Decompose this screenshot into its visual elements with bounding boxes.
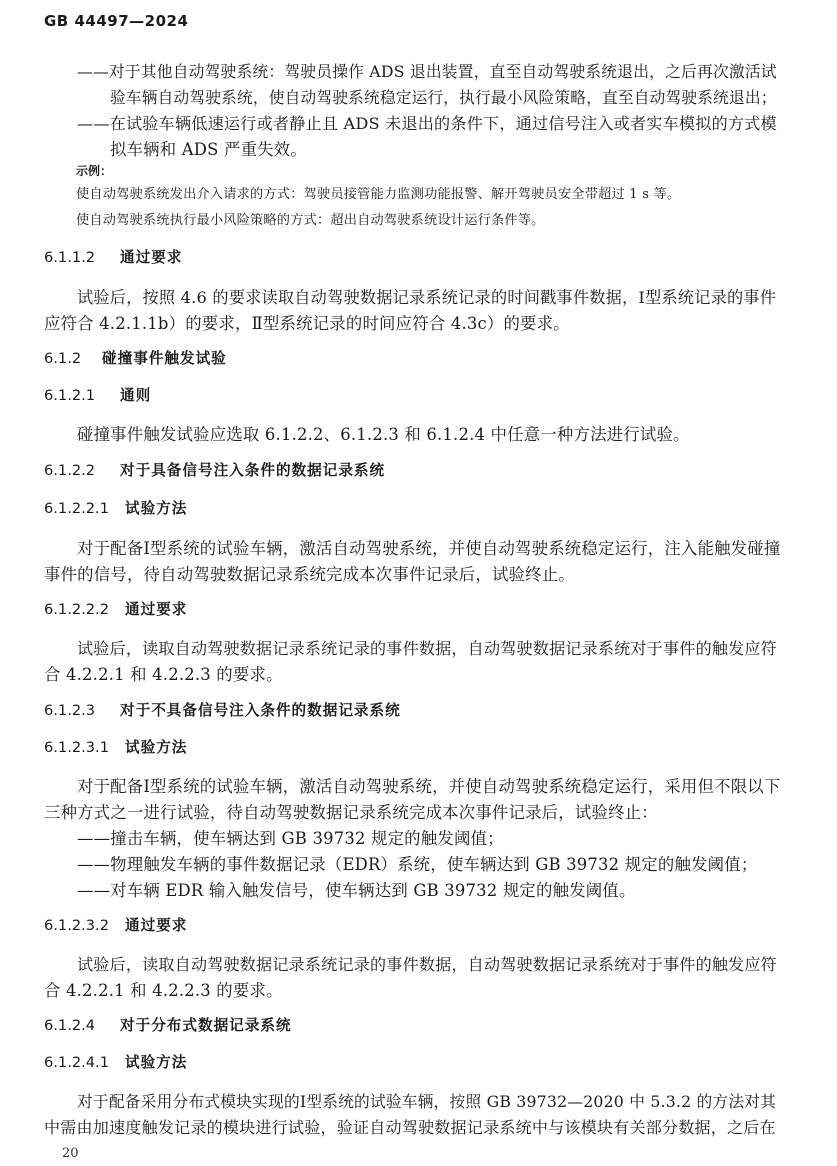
paragraph-line: 合 4.2.2.1 和 4.2.2.3 的要求。 (44, 665, 283, 684)
example-line: 使自动驾驶系统执行最小风险策略的方式：超出自动驾驶系统设计运行条件等。 (76, 213, 545, 228)
dash-item-line: 拟车辆和 ADS 严重失效。 (110, 140, 307, 159)
section-title: 通过要求 (120, 249, 183, 266)
paragraph-line: 中需由加速度触发记录的模块进行试验，验证自动驾驶数据记录系统中与该模块有关部分数据，之后在 (44, 1118, 776, 1137)
example-label: 示例： (76, 164, 113, 178)
paragraph-line: 对于配备Ⅰ型系统的试验车辆，激活自动驾驶系统，并使自动驾驶系统稳定运行，注入能触发碰撞 (77, 539, 781, 558)
dash-item-line: ——在试验车辆低速运行或者静止且 ADS 未退出的条件下，通过信号注入或者实车模拟的方式模 (77, 114, 777, 133)
paragraph-line: 碰撞事件触发试验应选取 6.1.2.2、6.1.2.3 和 6.1.2.4 中任意一种方法进行试验。 (77, 425, 690, 444)
section-number: 6.1.2.2 (44, 462, 96, 479)
section-title: 试验方法 (125, 500, 188, 517)
paragraph-line: 三种方式之一进行试验，待自动驾驶数据记录系统完成本次事件记录后，试验终止： (44, 803, 658, 822)
section-title: 试验方法 (125, 739, 188, 756)
paragraph-line: 对于配备Ⅰ型系统的试验车辆，激活自动驾驶系统，并使自动驾驶系统稳定运行，采用但不限以下 (77, 777, 781, 796)
section-number: 6.1.2.4.1 (44, 1054, 109, 1071)
example-line: 使自动驾驶系统发出介入请求的方式：驾驶员接管能力监测功能报警、解开驾驶员安全带超过 1 s 等。 (76, 187, 681, 202)
section-heading (44, 741, 187, 756)
section-heading (44, 464, 385, 479)
paragraph-line: 试验后，读取自动驾驶数据记录系统记录的事件数据，自动驾驶数据记录系统对于事件的触发应符 (77, 955, 777, 974)
section-title: 对于不具备信号注入条件的数据记录系统 (120, 702, 401, 719)
section-heading (44, 919, 187, 934)
paragraph-line: 应符合 4.2.1.1b）的要求，Ⅱ型系统记录的时间应符合 4.3c）的要求。 (44, 314, 570, 333)
section-number: 6.1.2.2.2 (44, 601, 109, 618)
section-title: 通过要求 (125, 917, 188, 934)
dash-item-line: 验车辆自动驾驶系统，使自动驾驶系统稳定运行，执行最小风险策略，直至自动驾驶系统退出； (110, 88, 777, 107)
section-title: 通则 (120, 387, 152, 404)
dash-item-line: ——物理触发车辆的事件数据记录（EDR）系统，使车辆达到 GB 39732 规定的触发阈值； (77, 855, 758, 874)
section-heading (44, 251, 182, 266)
section-number: 6.1.2 (44, 350, 82, 367)
section-heading (44, 1056, 187, 1071)
section-number: 6.1.2.4 (44, 1017, 96, 1034)
section-heading (44, 352, 227, 367)
section-heading (44, 389, 151, 404)
section-heading (44, 1019, 292, 1034)
section-number: 6.1.2.3 (44, 702, 96, 719)
dash-item-line: ——撞击车辆，使车辆达到 GB 39732 规定的触发阈值； (77, 829, 504, 848)
section-number: 6.1.2.3.1 (44, 739, 109, 756)
paragraph-line: 试验后，按照 4.6 的要求读取自动驾驶数据记录系统记录的时间戳事件数据，Ⅰ型系统记录的事件 (77, 288, 777, 307)
section-heading (44, 704, 401, 719)
section-title: 对于具备信号注入条件的数据记录系统 (120, 462, 386, 479)
section-number: 6.1.2.3.2 (44, 917, 109, 934)
paragraph-line: 试验后，读取自动驾驶数据记录系统记录的事件数据，自动驾驶数据记录系统对于事件的触发应符 (77, 639, 777, 658)
dash-item-line: ——对车辆 EDR 输入触发信号，使车辆达到 GB 39732 规定的触发阈值。 (77, 881, 636, 900)
standard-code: GB 44497—2024 (44, 12, 189, 30)
section-heading (44, 603, 187, 618)
section-heading (44, 502, 187, 517)
section-title: 试验方法 (125, 1054, 188, 1071)
section-number: 6.1.1.2 (44, 249, 96, 266)
section-number: 6.1.2.1 (44, 387, 96, 404)
section-number: 6.1.2.2.1 (44, 500, 109, 517)
section-title: 对于分布式数据记录系统 (120, 1017, 292, 1034)
section-title: 通过要求 (125, 601, 188, 618)
paragraph-line: 合 4.2.2.1 和 4.2.2.3 的要求。 (44, 981, 283, 1000)
paragraph-line: 事件的信号，待自动驾驶数据记录系统完成本次事件记录后，试验终止。 (44, 565, 575, 584)
paragraph-line: 对于配备采用分布式模块实现的Ⅰ型系统的试验车辆，按照 GB 39732—2020 中 5.3.2 的方法对其 (77, 1092, 777, 1111)
dash-item-line: ——对于其他自动驾驶系统：驾驶员操作 ADS 退出装置，直至自动驾驶系统退出，之后再次激活试 (77, 62, 777, 81)
section-title: 碰撞事件触发试验 (102, 350, 227, 367)
page-number: 20 (62, 1146, 79, 1161)
